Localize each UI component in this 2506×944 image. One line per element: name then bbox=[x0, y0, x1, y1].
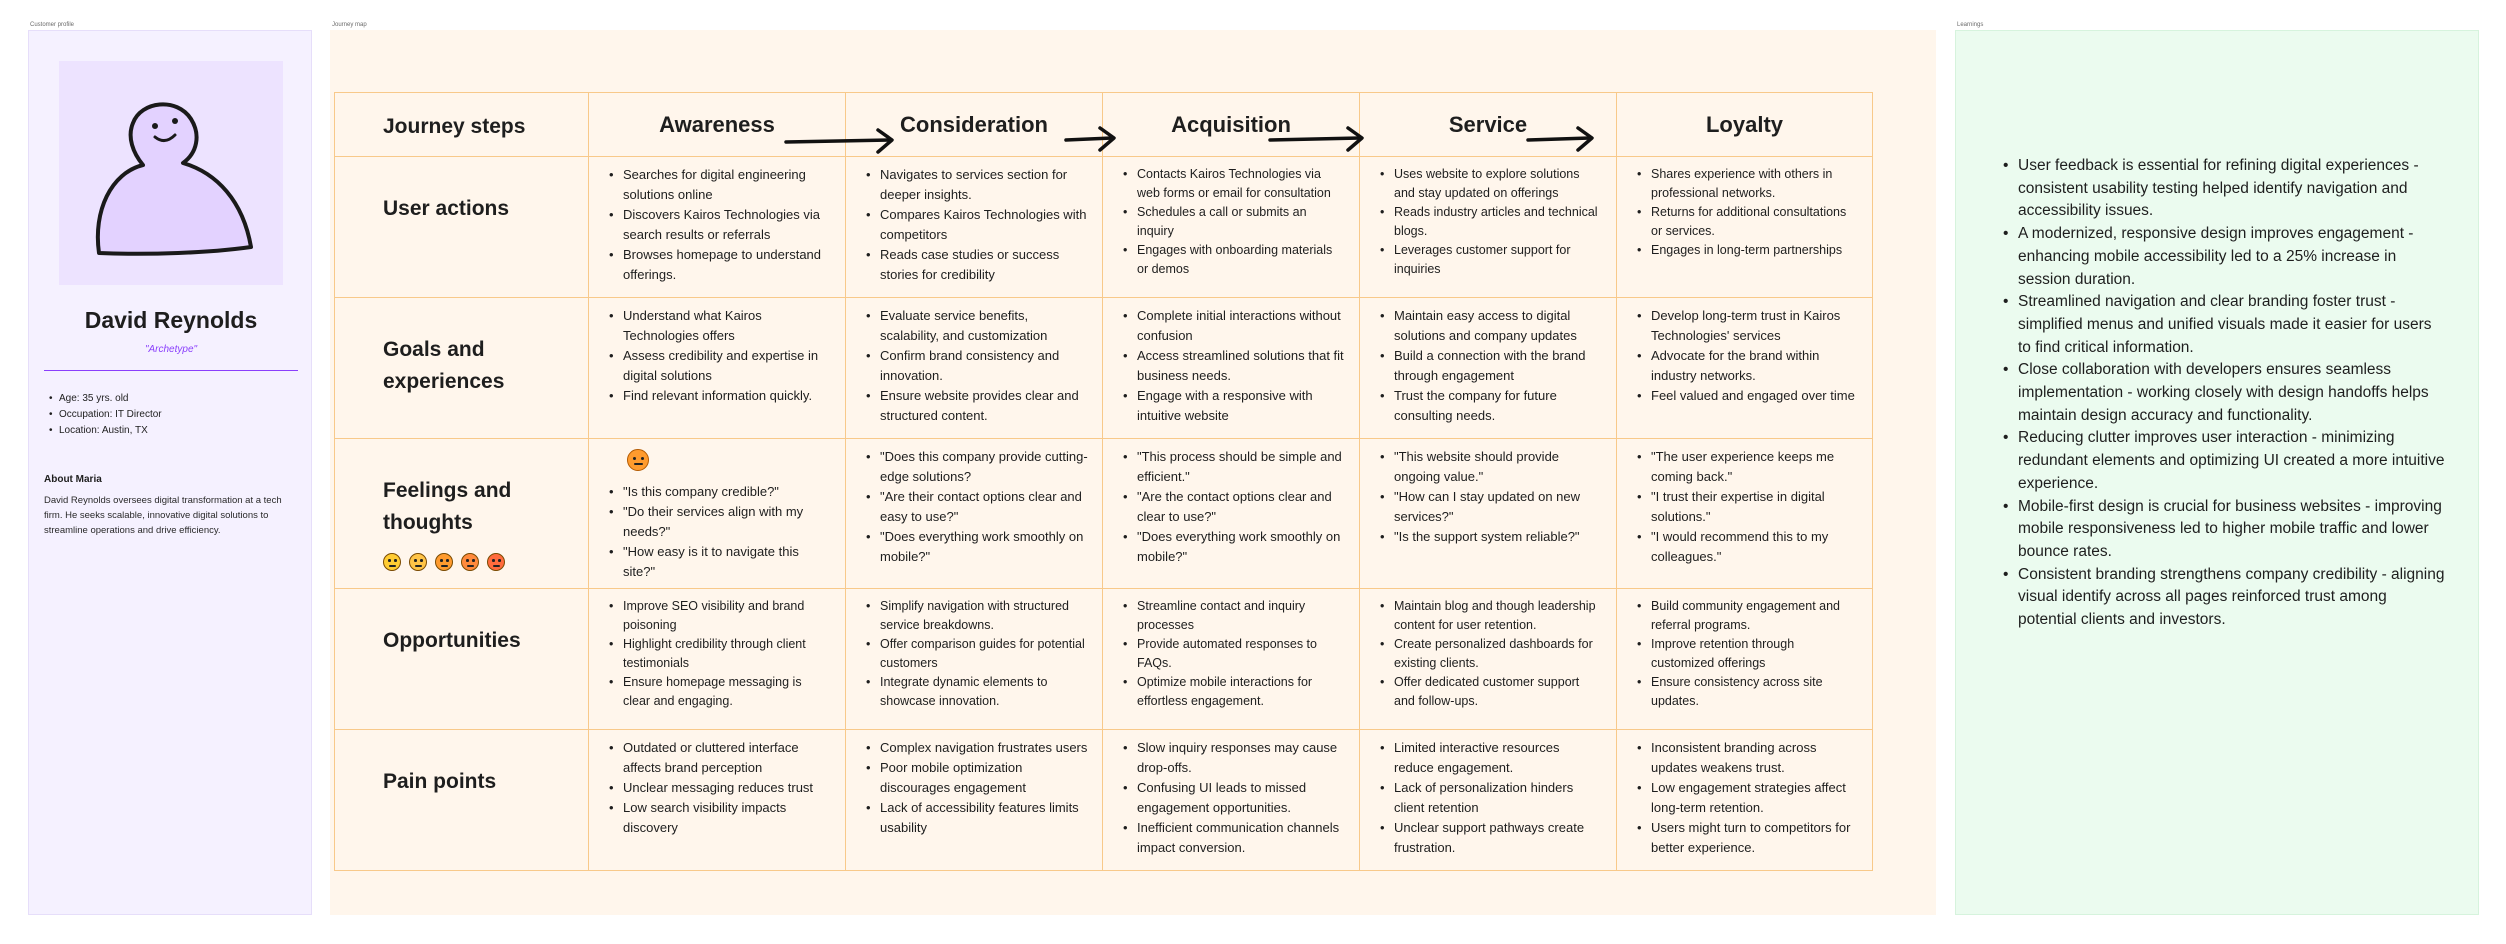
cell-bullet: • Slow inquiry responses may cause drop-offs. bbox=[1123, 738, 1345, 778]
cell-bullet: • Develop long-term trust in Kairos Technologies' services bbox=[1637, 306, 1858, 346]
journey-cell bbox=[589, 589, 846, 730]
cell-bullet: • Reads case studies or success stories for credibility bbox=[866, 245, 1088, 285]
cell-bullet: • Lack of personalization hinders client retention bbox=[1380, 778, 1602, 818]
cell-bullet-list bbox=[1637, 306, 1858, 406]
cell-bullet: • Unclear support pathways create frustration. bbox=[1380, 818, 1602, 858]
cell-bullet: • Ensure website provides clear and structured content. bbox=[866, 386, 1088, 426]
cell-bullet-list bbox=[1380, 738, 1602, 858]
cell-bullet: • Engages with onboarding materials or demos bbox=[1123, 241, 1345, 279]
eye-left bbox=[152, 123, 158, 129]
row-label: User actions bbox=[383, 197, 510, 220]
frame-label-learnings: Learnings bbox=[1957, 22, 1984, 28]
cell-bullet-list bbox=[609, 306, 831, 406]
cell-bullet-list bbox=[1123, 738, 1345, 858]
cell-bullet: • Browses homepage to understand offerings. bbox=[609, 245, 831, 285]
cell-bullet: • Schedules a call or submits an inquiry bbox=[1123, 203, 1345, 241]
cell-bullet: • Maintain blog and though leadership content for user retention. bbox=[1380, 597, 1602, 635]
cell-bullet: • Limited interactive resources reduce engagement. bbox=[1380, 738, 1602, 778]
cell-bullet: • Find relevant information quickly. bbox=[609, 386, 831, 406]
customer-profile-card[interactable] bbox=[28, 30, 312, 915]
learning-item: • User feedback is essential for refining digital experiences - consistent usability testing helped identify navigation and accessibility issues. bbox=[2018, 155, 2448, 223]
emotion-face-icon bbox=[383, 553, 401, 571]
journey-cell bbox=[846, 589, 1103, 730]
cell-bullet: • Contacts Kairos Technologies via web forms or email for consultation bbox=[1123, 165, 1345, 203]
cell-bullet-list bbox=[1637, 738, 1858, 858]
cell-bullet-list bbox=[1380, 447, 1602, 547]
journey-cell bbox=[1360, 589, 1617, 730]
cell-bullet-list bbox=[1123, 306, 1345, 426]
stage-consideration: Consideration bbox=[900, 111, 1048, 137]
cell-bullet: • Optimize mobile interactions for effortless engagement. bbox=[1123, 673, 1345, 711]
journey-cell bbox=[846, 730, 1103, 871]
profile-name: David Reynolds bbox=[84, 307, 258, 333]
cell-bullet: • "Does everything work smoothly on mobile?" bbox=[1123, 527, 1345, 567]
row-label: Feelings and thoughts bbox=[383, 479, 512, 534]
eye-right bbox=[172, 118, 178, 124]
cell-bullet: • Shares experience with others in professional networks. bbox=[1637, 165, 1858, 203]
cell-bullet-list bbox=[609, 482, 831, 582]
cell-bullet-list bbox=[866, 738, 1088, 838]
cell-bullet: • Discovers Kairos Technologies via search results or referrals bbox=[609, 205, 831, 245]
cell-bullet: • "How easy is it to navigate this site?" bbox=[609, 542, 831, 582]
cell-bullet: • Evaluate service benefits, scalability, and customization bbox=[866, 306, 1088, 346]
cell-bullet-list bbox=[1123, 447, 1345, 567]
journey-map-frame[interactable] bbox=[330, 30, 1936, 915]
cell-bullet: • "This website should provide ongoing value." bbox=[1380, 447, 1602, 487]
row-label: Goals and experiences bbox=[383, 338, 505, 393]
learning-item: • Mobile-first design is crucial for business websites - improving mobile responsiveness led to higher mobile traffic and lower bounce rates. bbox=[2018, 496, 2448, 564]
cell-bullet: • Compares Kairos Technologies with competitors bbox=[866, 205, 1088, 245]
emotion-face-icon bbox=[409, 553, 427, 571]
frame-label-profile: Customer profile bbox=[30, 22, 75, 28]
row-label-cell bbox=[335, 589, 589, 730]
cell-bullet: • "The user experience keeps me coming back." bbox=[1637, 447, 1858, 487]
cell-bullet: • Low engagement strategies affect long-term retention. bbox=[1637, 778, 1858, 818]
cell-bullet: • Navigates to services section for deeper insights. bbox=[866, 165, 1088, 205]
cell-bullet: • Offer comparison guides for potential customers bbox=[866, 635, 1088, 673]
cell-bullet: • Lack of accessibility features limits usability bbox=[866, 798, 1088, 838]
cell-bullet: • "How can I stay updated on new services?" bbox=[1380, 487, 1602, 527]
stage-acquisition: Acquisition bbox=[1171, 111, 1291, 137]
cell-bullet: • Feel valued and engaged over time bbox=[1637, 386, 1858, 406]
cell-bullet: • Low search visibility impacts discovery bbox=[609, 798, 831, 838]
journey-cell bbox=[846, 298, 1103, 439]
cell-bullet: • Complex navigation frustrates users bbox=[866, 738, 1088, 758]
learning-item: • Streamlined navigation and clear branding foster trust - simplified menus and unified visuals made it easier for users to find critical information. bbox=[2018, 291, 2448, 359]
row-label: Opportunities bbox=[383, 629, 521, 652]
learnings-card[interactable] bbox=[1955, 30, 2479, 915]
cell-bullet: • Confusing UI leads to missed engagement opportunities. bbox=[1123, 778, 1345, 818]
cell-bullet-list bbox=[1380, 597, 1602, 711]
cell-bullet: • Returns for additional consultations or services. bbox=[1637, 203, 1858, 241]
journey-row bbox=[335, 298, 1873, 439]
journey-cell bbox=[589, 298, 846, 439]
cell-bullet: • "Do their services align with my needs?" bbox=[609, 502, 831, 542]
journey-row bbox=[335, 439, 1873, 589]
journey-cell bbox=[1360, 439, 1617, 589]
learning-item: • Reducing clutter improves user interaction - minimizing redundant elements and optimizing UI created a more intuitive experience. bbox=[2018, 427, 2448, 495]
learning-item: • Consistent branding strengthens company credibility - aligning visual identify across all pages reinforced trust among potential clients and investors. bbox=[2018, 564, 2448, 632]
journey-cell bbox=[1103, 439, 1360, 589]
cell-bullet: • Inefficient communication channels impact conversion. bbox=[1123, 818, 1345, 858]
cell-bullet: • "This process should be simple and efficient." bbox=[1123, 447, 1345, 487]
cell-bullet-list bbox=[609, 597, 831, 711]
frustrated-face-icon bbox=[627, 449, 649, 471]
profile-archetype: "Archetype" bbox=[144, 344, 198, 355]
learning-item: • A modernized, responsive design improves engagement - enhancing mobile accessibility led to a 25% increase in session duration. bbox=[2018, 223, 2448, 291]
learning-item: • Close collaboration with developers ensures seamless implementation - working closely with design handoffs helps maintain design accuracy and functionality. bbox=[2018, 359, 2448, 427]
cell-bullet-list bbox=[1123, 597, 1345, 711]
journey-cell bbox=[1617, 298, 1873, 439]
row-label-cell bbox=[335, 730, 589, 871]
cell-bullet: • "Does everything work smoothly on mobile?" bbox=[866, 527, 1088, 567]
arrow-acquisition-service-icon bbox=[1270, 138, 1360, 140]
cell-bullet: • Leverages customer support for inquiries bbox=[1380, 241, 1602, 279]
journey-cell bbox=[1360, 298, 1617, 439]
arrow-awareness-consideration-icon bbox=[786, 140, 890, 142]
avatar bbox=[59, 61, 283, 285]
frame-label-journey: Journey map bbox=[332, 22, 367, 28]
cell-bullet-list bbox=[1637, 447, 1858, 567]
row-label: Pain points bbox=[383, 770, 497, 793]
profile-divider bbox=[44, 370, 298, 371]
profile-fact-location: • Location: Austin, TX bbox=[49, 423, 162, 439]
cell-bullet: • Streamline contact and inquiry processes bbox=[1123, 597, 1345, 635]
cell-bullet: • Uses website to explore solutions and stay updated on offerings bbox=[1380, 165, 1602, 203]
journey-cell bbox=[1103, 589, 1360, 730]
cell-bullet: • "Are the contact options clear and clear to use?" bbox=[1123, 487, 1345, 527]
cell-bullet: • Reads industry articles and technical blogs. bbox=[1380, 203, 1602, 241]
cell-bullet: • "Is the support system reliable?" bbox=[1380, 527, 1602, 547]
about-text: David Reynolds oversees digital transformation at a tech firm. He seeks scalable, innovative digital solutions to streamline operations and drive efficiency. bbox=[44, 495, 282, 536]
cell-bullet: • "Does this company provide cutting-edge solutions? bbox=[866, 447, 1088, 487]
stage-service: Service bbox=[1448, 111, 1528, 137]
cell-bullet-list bbox=[1637, 597, 1858, 711]
journey-row bbox=[335, 730, 1873, 871]
cell-bullet: • Simplify navigation with structured service breakdowns. bbox=[866, 597, 1088, 635]
cell-bullet: • Inconsistent branding across updates weakens trust. bbox=[1637, 738, 1858, 778]
profile-facts-list bbox=[49, 391, 162, 439]
cell-bullet: • "I trust their expertise in digital solutions." bbox=[1637, 487, 1858, 527]
journey-cell bbox=[1617, 589, 1873, 730]
cell-bullet: • Improve retention through customized offerings bbox=[1637, 635, 1858, 673]
journey-cell bbox=[846, 439, 1103, 589]
cell-bullet: • Maintain easy access to digital solutions and company updates bbox=[1380, 306, 1602, 346]
emotion-face-icon bbox=[435, 553, 453, 571]
cell-bullet: • Create personalized dashboards for existing clients. bbox=[1380, 635, 1602, 673]
cell-bullet: • Engages in long-term partnerships bbox=[1637, 241, 1858, 260]
cell-bullet: • Users might turn to competitors for better experience. bbox=[1637, 818, 1858, 858]
cell-bullet: • Trust the company for future consulting needs. bbox=[1380, 386, 1602, 426]
stage-loyalty: Loyalty bbox=[1705, 111, 1784, 137]
cell-bullet: • Engage with a responsive with intuitive website bbox=[1123, 386, 1345, 426]
row-label-cell bbox=[335, 298, 589, 439]
cell-bullet: • Access streamlined solutions that fit business needs. bbox=[1123, 346, 1345, 386]
cell-bullet: • "Is this company credible?" bbox=[609, 482, 831, 502]
arrow-consideration-acquisition-icon bbox=[1066, 138, 1112, 140]
cell-bullet: • Integrate dynamic elements to showcase innovation. bbox=[866, 673, 1088, 711]
journey-table bbox=[334, 92, 1873, 871]
cell-bullet: • Build community engagement and referral programs. bbox=[1637, 597, 1858, 635]
cell-bullet: • Unclear messaging reduces trust bbox=[609, 778, 831, 798]
row-label-cell bbox=[335, 439, 589, 589]
cell-bullet: • Outdated or cluttered interface affects brand perception bbox=[609, 738, 831, 778]
cell-bullet: • Understand what Kairos Technologies offers bbox=[609, 306, 831, 346]
journey-body bbox=[335, 157, 1873, 871]
cell-bullet-list bbox=[609, 738, 831, 838]
cell-bullet-list bbox=[866, 447, 1088, 567]
cell-bullet: • Improve SEO visibility and brand poisoning bbox=[609, 597, 831, 635]
cell-bullet: • "Are their contact options clear and easy to use?" bbox=[866, 487, 1088, 527]
journey-cell bbox=[1103, 730, 1360, 871]
journey-cell bbox=[1360, 730, 1617, 871]
arrow-service-loyalty-icon bbox=[1528, 138, 1590, 140]
cell-bullet: • Offer dedicated customer support and follow-ups. bbox=[1380, 673, 1602, 711]
cell-bullet: • Assess credibility and expertise in digital solutions bbox=[609, 346, 831, 386]
cell-bullet: • Highlight credibility through client testimonials bbox=[609, 635, 831, 673]
journey-steps-label: Journey steps bbox=[383, 114, 526, 138]
journey-cell bbox=[589, 439, 846, 589]
journey-cell bbox=[1617, 730, 1873, 871]
cell-bullet: • Advocate for the brand within industry networks. bbox=[1637, 346, 1858, 386]
profile-fact-age: • Age: 35 yrs. old bbox=[49, 391, 162, 407]
cell-bullet-list bbox=[866, 597, 1088, 711]
person-sketch-icon bbox=[59, 61, 283, 285]
emotion-scale bbox=[383, 553, 574, 571]
stage-arrows bbox=[330, 30, 1936, 190]
journey-cell bbox=[589, 730, 846, 871]
profile-fact-occupation: • Occupation: IT Director bbox=[49, 407, 162, 423]
cell-bullet: • Provide automated responses to FAQs. bbox=[1123, 635, 1345, 673]
cell-bullet: • Ensure homepage messaging is clear and engaging. bbox=[609, 673, 831, 711]
journey-row bbox=[335, 589, 1873, 730]
journey-cell bbox=[1617, 439, 1873, 589]
emotion-face-icon bbox=[461, 553, 479, 571]
stage-awareness: Awareness bbox=[659, 111, 775, 137]
about-heading: About Maria bbox=[44, 474, 102, 485]
cell-bullet: • Poor mobile optimization discourages engagement bbox=[866, 758, 1088, 798]
cell-bullet: • Complete initial interactions without confusion bbox=[1123, 306, 1345, 346]
cell-bullet-list bbox=[1380, 306, 1602, 426]
cell-bullet-list bbox=[866, 306, 1088, 426]
cell-bullet: • Ensure consistency across site updates. bbox=[1637, 673, 1858, 711]
cell-bullet: • Searches for digital engineering solutions online bbox=[609, 165, 831, 205]
emotion-face-icon bbox=[487, 553, 505, 571]
cell-bullet: • "I would recommend this to my colleagues." bbox=[1637, 527, 1858, 567]
journey-cell bbox=[1103, 298, 1360, 439]
learnings-list bbox=[2018, 155, 2448, 632]
cell-bullet: • Confirm brand consistency and innovation. bbox=[866, 346, 1088, 386]
cell-bullet: • Build a connection with the brand through engagement bbox=[1380, 346, 1602, 386]
